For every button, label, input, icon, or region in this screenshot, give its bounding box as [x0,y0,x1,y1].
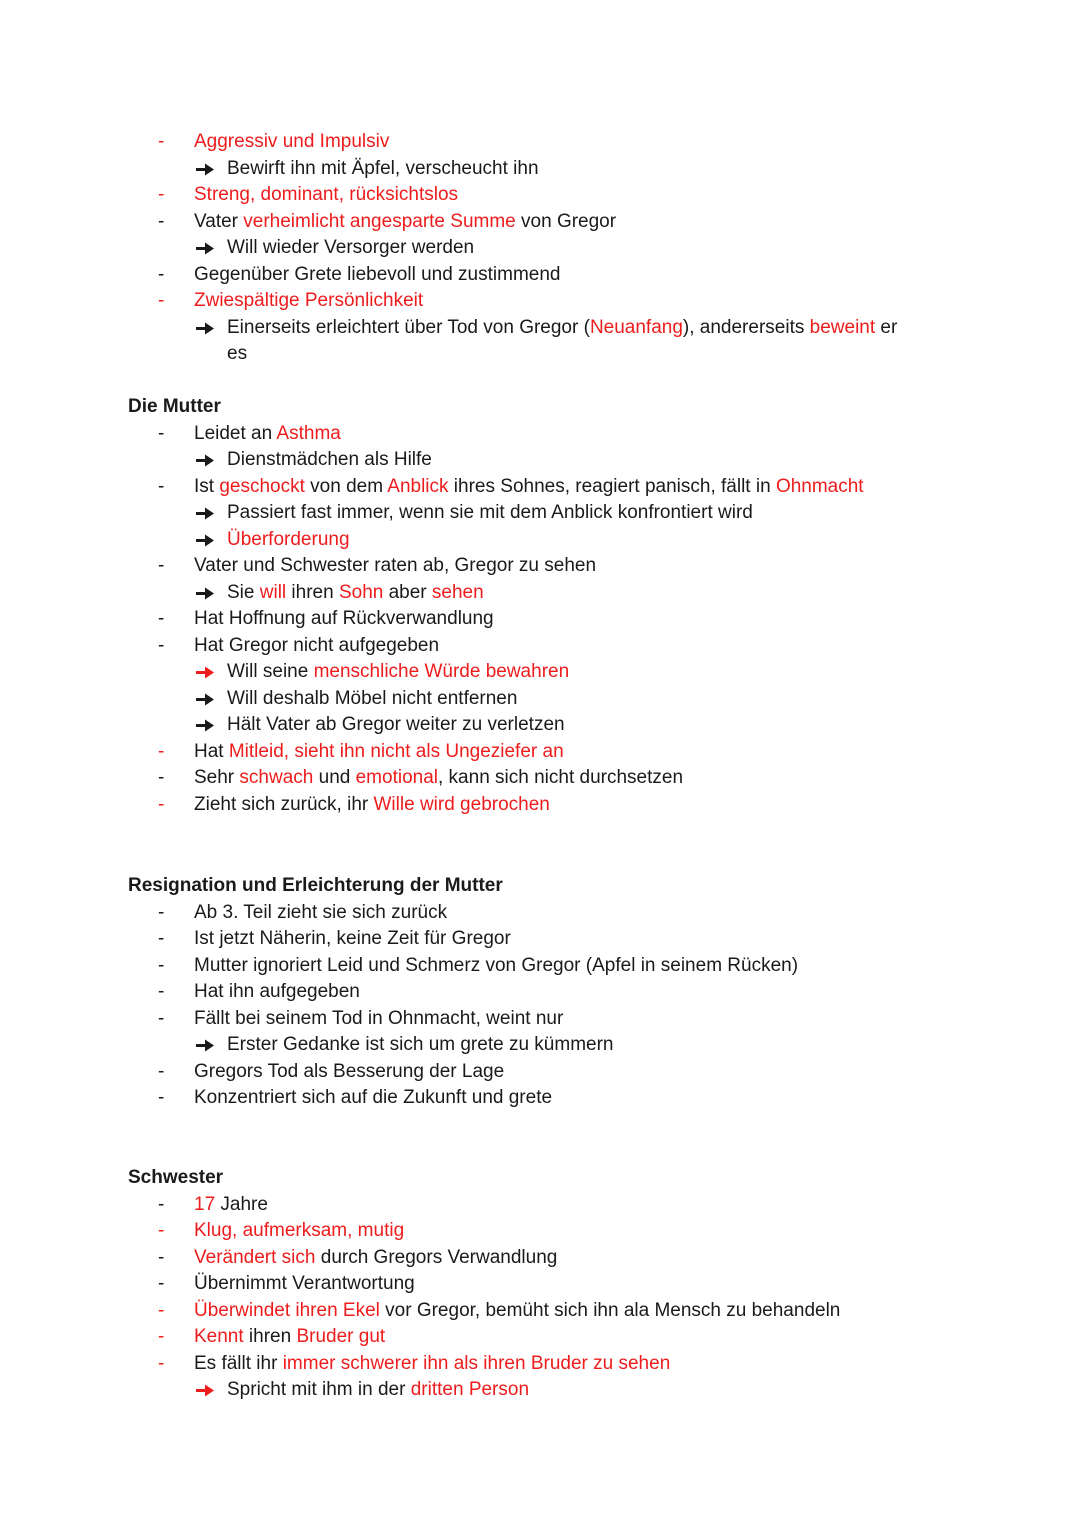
bullet-item [0,262,1080,289]
text-run: Passiert fast immer, wenn sie mit dem Anblick konfrontiert wird [227,502,753,523]
text-run: es [227,343,248,364]
bullet-text [194,209,616,236]
arrow-text [227,315,897,342]
highlighted-text: Ohnmacht [775,475,864,497]
text-run: Es fällt ihr [194,1352,283,1374]
highlighted-text: Anblick [387,475,449,497]
bullet-text [194,1006,563,1033]
text-run: Ist [194,475,220,497]
text-run: Ist jetzt Näherin, keine Zeit für Gregor [194,928,511,949]
highlighted-text: Asthma [276,422,341,444]
text-run: vor Gregor, bemüht sich ihn ala Mensch zu behandeln [379,1299,841,1321]
text-run: Übernimmt Verantwortung [194,1273,415,1294]
text-run: Leidet an [194,422,277,444]
highlighted-text: 17 [194,1193,216,1215]
bullet-item [0,1271,1080,1298]
bullet-text [194,129,389,156]
bullet-item [0,1006,1080,1033]
bullet-dash: - [158,422,165,444]
text-run: Hat Gregor nicht aufgegeben [194,634,440,656]
bullet-item [0,1059,1080,1086]
text-run: aber [383,581,432,603]
bullet-text [194,739,564,766]
bullet-item [0,900,1080,927]
text-run: ihres Sohnes, reagiert panisch, fällt in [448,475,776,497]
highlighted-text: will [259,581,287,603]
arrow-item [0,1032,1080,1059]
highlighted-text: verheimlicht angesparte Summe [243,210,516,232]
text-run: und [313,767,356,788]
text-run: Bewirft ihn mit Äpfel, verscheucht ihn [227,157,539,179]
arrow-text [227,1032,613,1059]
highlighted-text: schwach [239,767,314,788]
bullet-item [0,1351,1080,1378]
text-run: Zieht sich zurück, ihr [194,793,374,815]
arrow-item [0,500,1080,527]
bullet-text [194,765,683,792]
arrow-item [0,580,1080,607]
text-run: durch Gregors Verwandlung [315,1246,558,1268]
bullet-dash: - [158,793,165,815]
text-run: Dienstmädchen als Hilfe [227,449,432,470]
bullet-item [0,209,1080,236]
bullet-text [194,1298,840,1325]
bullet-text [194,1324,385,1351]
bullet-dash: - [158,184,165,205]
bullet-item [0,1324,1080,1351]
text-run: Will wieder Versorger werden [227,237,475,258]
bullet-dash: - [158,1220,165,1241]
bullet-dash: - [158,1273,165,1294]
bullet-item [0,182,1080,209]
bullet-dash: - [158,1060,165,1082]
highlighted-text: Neuanfang [589,316,683,338]
highlighted-text: Bruder gut [296,1326,386,1347]
arrow-right-icon [194,527,216,554]
bullet-item [0,606,1080,633]
highlighted-text: beweint [809,316,876,338]
text-run: er [875,316,898,338]
text-run: Sie [227,581,260,603]
bullet-dash: - [158,263,165,285]
arrow-item [0,235,1080,262]
section-heading: Resignation und Erleichterung der Mutter [128,875,503,896]
bullet-dash: - [158,555,165,576]
bullet-text [194,1059,504,1086]
bullet-item [0,474,1080,501]
bullet-dash: - [158,290,165,311]
bullet-text [194,474,864,501]
bullet-dash: - [158,1299,165,1321]
bullet-dash: - [158,1193,165,1215]
arrow-text [227,447,432,474]
arrow-text [227,156,539,183]
bullet-dash: - [158,767,165,788]
bullet-text [194,553,596,580]
highlighted-text: Wille wird gebrochen [373,793,550,815]
bullet-item [0,1085,1080,1112]
bullet-text [194,1218,404,1245]
bullet-text [194,1085,552,1112]
bullet-text [194,1351,670,1378]
arrow-item [0,686,1080,713]
text-run: ihren [243,1326,297,1347]
bullet-text [194,979,360,1006]
highlighted-text: Zwiespältige Persönlichkeit [194,290,424,311]
text-run: Hält Vater ab Gregor weiter zu verletzen [227,714,565,735]
arrow-text [227,712,565,739]
arrow-item [0,1377,1080,1404]
bullet-dash: - [158,1007,165,1029]
bullet-item [0,979,1080,1006]
arrow-item [0,659,1080,686]
text-run: Jahre [215,1193,268,1215]
bullet-text [194,926,511,953]
arrow-item [0,712,1080,739]
text-run: Will seine [227,661,314,682]
text-run: ihren [286,581,339,603]
arrow-text [227,235,474,262]
bullet-item [0,1245,1080,1272]
bullet-text [194,1245,557,1272]
arrow-right-icon [194,235,216,262]
bullet-dash: - [158,131,165,152]
arrow-text [227,527,350,554]
bullet-dash: - [158,608,165,629]
bullet-item [0,765,1080,792]
bullet-text [194,262,560,289]
arrow-text [227,580,484,607]
arrow-right-icon [194,686,216,713]
arrow-right-icon [194,712,216,739]
highlighted-text: Verändert sich [194,1246,316,1268]
highlighted-text: menschliche Würde bewahren [313,661,570,682]
bullet-dash: - [158,210,165,232]
bullet-dash: - [158,1352,165,1374]
arrow-text [227,1377,529,1404]
bullet-item [0,633,1080,660]
text-run: Fällt bei seinem Tod in Ohnmacht, weint nur [194,1007,564,1029]
highlighted-text: Überwindet ihren Ekel [194,1299,380,1321]
text-run: von dem [304,475,388,497]
bullet-text [194,1271,415,1298]
highlighted-text: emotional [355,767,438,788]
text-run: Hat Hoffnung auf Rückverwandlung [194,608,494,629]
bullet-item [0,1298,1080,1325]
bullet-dash: - [158,475,165,497]
bullet-item [0,1218,1080,1245]
bullet-text [194,900,447,927]
text-run: , kann sich nicht durchsetzen [438,767,684,788]
text-run: Gegenüber Grete liebevoll und zustimmend [194,263,561,285]
arrow-right-icon [194,447,216,474]
text-run: Mutter ignoriert Leid und Schmerz von Gregor (Apfel in seinem Rücken) [194,954,799,976]
text-run: Hat [194,740,229,762]
highlighted-text: geschockt [219,475,305,497]
text-run: Einerseits erleichtert über Tod von Gregor ( [227,316,590,338]
bullet-text [194,182,458,209]
arrow-item [0,315,1080,342]
highlighted-text: Überforderung [227,528,350,550]
text-run: Erster Gedanke ist sich um grete zu kümmern [227,1034,614,1055]
bullet-dash: - [158,954,165,976]
text-run: Konzentriert sich auf die Zukunft und grete [194,1087,553,1108]
bullet-dash: - [158,901,165,923]
bullet-item [0,926,1080,953]
continuation-line [0,341,1080,368]
text-run: von Gregor [515,210,617,232]
text-run: Spricht mit ihm in der [227,1379,411,1400]
bullet-dash: - [158,928,165,949]
bullet-text [194,792,550,819]
arrow-text [227,659,569,686]
bullet-item [0,288,1080,315]
section-heading: Schwester [128,1167,224,1188]
arrow-right-icon [194,1032,216,1059]
highlighted-text: Kennt [194,1326,244,1347]
highlighted-text: Aggressiv und Impulsiv [194,131,390,152]
highlighted-text: sehen [431,581,484,603]
arrow-item [0,156,1080,183]
bullet-item [0,553,1080,580]
bullet-dash: - [158,634,165,656]
bullet-item [0,953,1080,980]
arrow-right-icon [194,156,216,183]
bullet-item [0,1192,1080,1219]
arrow-right-icon [194,500,216,527]
arrow-right-icon [194,315,216,342]
text-run: Vater [194,210,244,232]
bullet-text [194,633,439,660]
highlighted-text: immer schwerer ihn als ihren Bruder zu sehen [282,1352,671,1374]
bullet-dash: - [158,1326,165,1347]
highlighted-text: Sohn [338,581,384,603]
section-heading: Die Mutter [128,396,221,417]
text-run: Hat ihn aufgegeben [194,981,360,1002]
text-run: Will deshalb Möbel nicht entfernen [227,687,518,709]
arrow-item [0,447,1080,474]
highlighted-text: Streng, dominant, rücksichtslos [194,184,459,205]
bullet-dash: - [158,981,165,1002]
bullet-item [0,792,1080,819]
bullet-text [194,421,341,448]
arrow-right-icon [194,580,216,607]
bullet-dash: - [158,1246,165,1268]
text-run: Vater und Schwester raten ab, Gregor zu sehen [194,555,597,576]
highlighted-text: Klug, aufmerksam, mutig [194,1220,405,1241]
arrow-right-icon [194,659,216,686]
bullet-dash: - [158,1087,165,1108]
arrow-text [227,686,517,713]
bullet-item [0,421,1080,448]
highlighted-text: Mitleid, sieht ihn nicht als Ungeziefer an [228,740,564,762]
bullet-item [0,739,1080,766]
arrow-right-icon [194,1377,216,1404]
highlighted-text: dritten Person [410,1379,530,1400]
text-run: ), andererseits [682,316,810,338]
arrow-item [0,527,1080,554]
text-run: Ab 3. Teil zieht sie sich zurück [194,901,448,923]
bullet-text [194,288,423,315]
bullet-text [194,606,494,633]
arrow-text [227,500,753,527]
continuation-text [227,341,247,368]
bullet-text [194,1192,268,1219]
bullet-item [0,129,1080,156]
bullet-dash: - [158,740,165,762]
bullet-text [194,953,798,980]
text-run: Sehr [194,767,240,788]
text-run: Gregors Tod als Besserung der Lage [194,1060,505,1082]
